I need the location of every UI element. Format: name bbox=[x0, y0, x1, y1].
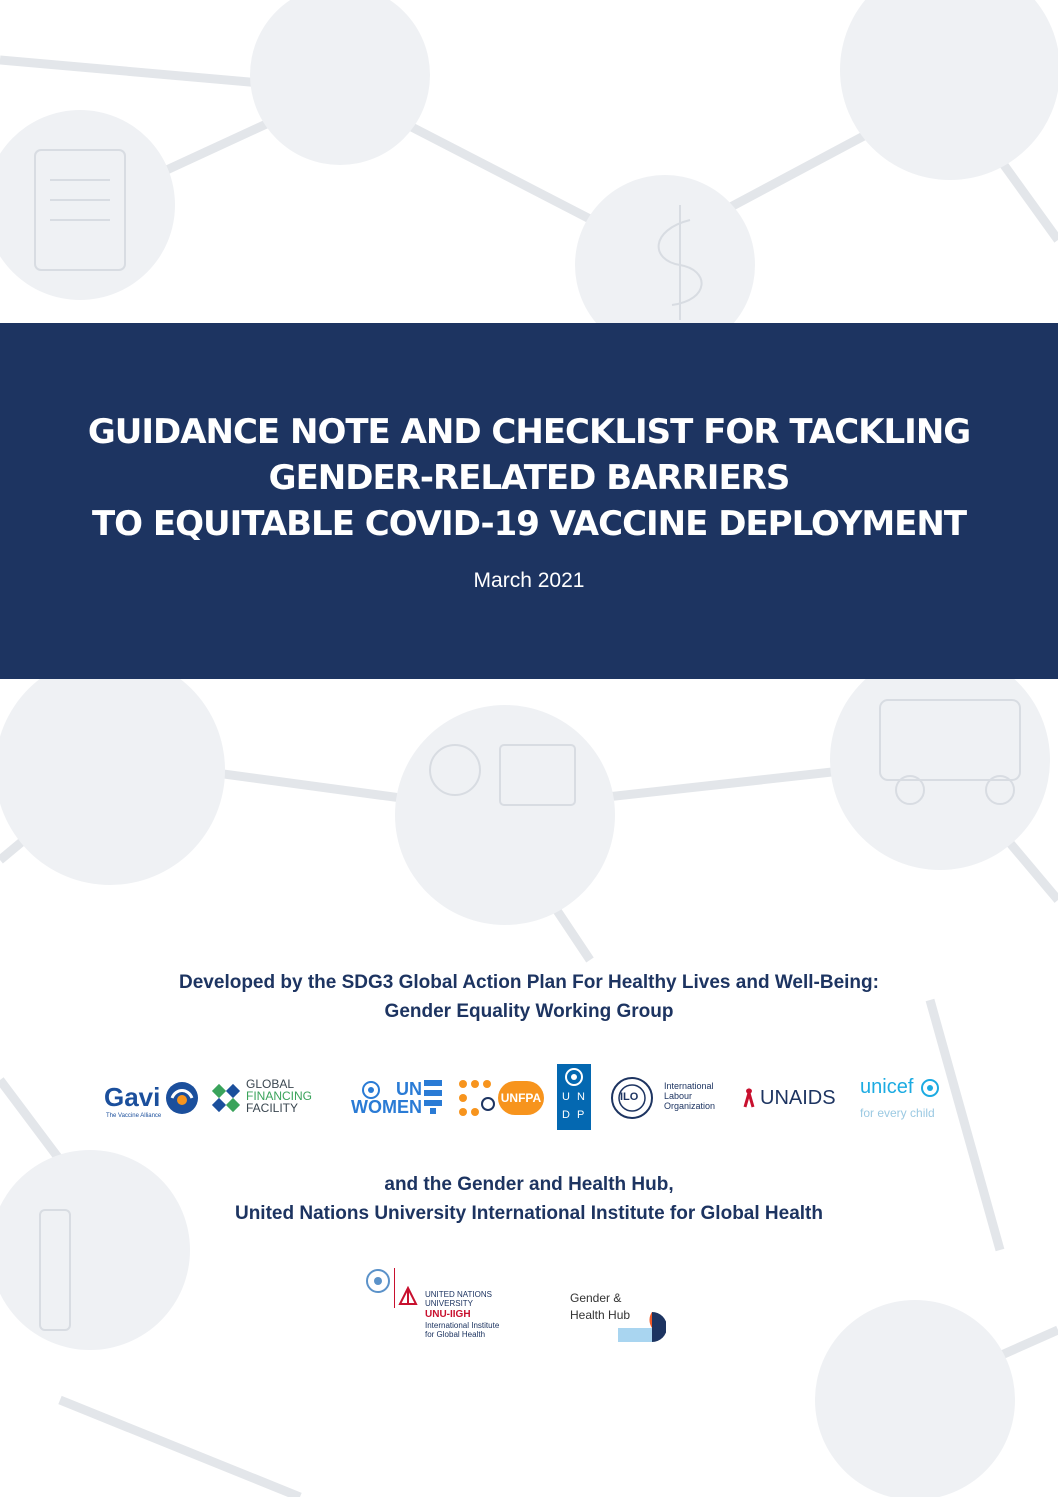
gff-wordmark bbox=[246, 1078, 312, 1114]
unu-acronym: UNU-IIGH bbox=[425, 1309, 471, 1320]
ghh-line: Health Hub bbox=[570, 1308, 631, 1322]
gavi-globe-icon bbox=[164, 1080, 200, 1116]
ilo-logo bbox=[610, 1064, 722, 1134]
unwomen-wordmark bbox=[332, 1080, 422, 1116]
ilo-line: Organization bbox=[664, 1101, 716, 1111]
gavi-wordmark: Gavi bbox=[104, 1082, 161, 1112]
unu-wordmark bbox=[425, 1290, 499, 1339]
ghh-mark-icon bbox=[618, 1312, 666, 1344]
unicef-logo bbox=[858, 1064, 948, 1134]
undp-logo bbox=[557, 1064, 591, 1134]
unicef-emblem-icon bbox=[920, 1078, 940, 1098]
ilo-line: Labour bbox=[664, 1091, 693, 1101]
credit-line: and the Gender and Health Hub, bbox=[384, 1174, 674, 1195]
ilo-line: International bbox=[664, 1081, 714, 1091]
publication-date: March 2021 bbox=[473, 569, 585, 592]
ghh-line: Gender & bbox=[570, 1291, 622, 1305]
unicef-wordmark: unicef bbox=[860, 1076, 914, 1098]
unwomen-line: WOMEN bbox=[351, 1097, 422, 1117]
credit-line: Developed by the SDG3 Global Action Plan For Healthy Lives and Well-Being: bbox=[179, 972, 879, 993]
unwomen-logo bbox=[332, 1064, 444, 1134]
gff-line: FINANCING bbox=[246, 1089, 312, 1103]
undp-letter: U bbox=[562, 1091, 570, 1103]
gavi-tagline: The Vaccine Alliance bbox=[106, 1113, 162, 1119]
unaids-logo bbox=[738, 1064, 848, 1134]
developed-by-credit bbox=[0, 968, 1058, 1026]
unu-line: International Institute bbox=[425, 1321, 500, 1330]
unu-line: for Global Health bbox=[425, 1330, 486, 1339]
unicef-tagline: for every child bbox=[860, 1106, 935, 1120]
unwomen-line: UN bbox=[396, 1079, 422, 1099]
undp-letter: N bbox=[577, 1091, 585, 1103]
partner-logos-row bbox=[100, 1064, 960, 1134]
document-title bbox=[0, 409, 1058, 547]
unfpa-logo bbox=[458, 1064, 548, 1134]
title-line: GENDER-RELATED BARRIERS bbox=[268, 458, 790, 498]
title-banner bbox=[0, 323, 1058, 679]
credit-line: Gender Equality Working Group bbox=[384, 1001, 674, 1022]
ilo-mark-text: ILO bbox=[620, 1091, 639, 1103]
gff-logo bbox=[210, 1064, 322, 1134]
gff-line: GLOBAL bbox=[246, 1077, 295, 1091]
ilo-wordmark bbox=[664, 1081, 715, 1111]
gavi-logo bbox=[104, 1064, 200, 1134]
unu-line: UNITED NATIONS bbox=[425, 1290, 492, 1299]
unu-divider bbox=[394, 1268, 395, 1308]
undp-letter: P bbox=[577, 1109, 585, 1121]
title-line: GUIDANCE NOTE AND CHECKLIST FOR TACKLING bbox=[87, 412, 971, 452]
credit-line: United Nations University International Institute for Global Health bbox=[234, 1203, 823, 1224]
hub-credit bbox=[0, 1170, 1058, 1228]
gff-line: FACILITY bbox=[246, 1101, 299, 1115]
hub-logos-row bbox=[360, 1266, 680, 1356]
un-emblem-icon bbox=[365, 1268, 391, 1294]
unu-mark-icon bbox=[398, 1286, 418, 1306]
unu-iigh-logo bbox=[360, 1266, 520, 1356]
unaids-wordmark: UNAIDS bbox=[760, 1087, 836, 1109]
gff-mark-icon bbox=[210, 1082, 242, 1114]
undp-letter: D bbox=[562, 1109, 570, 1121]
unwomen-bars-icon bbox=[424, 1080, 442, 1114]
undp-panel bbox=[557, 1064, 591, 1130]
title-line: TO EQUITABLE COVID-19 VACCINE DEPLOYMENT bbox=[91, 504, 967, 544]
unu-line: UNIVERSITY bbox=[425, 1299, 474, 1308]
red-ribbon-icon bbox=[738, 1087, 760, 1109]
unfpa-badge: UNFPA bbox=[498, 1081, 544, 1115]
un-emblem-icon bbox=[564, 1067, 584, 1087]
gender-health-hub-logo bbox=[570, 1290, 670, 1350]
unfpa-dots-icon bbox=[458, 1079, 502, 1117]
